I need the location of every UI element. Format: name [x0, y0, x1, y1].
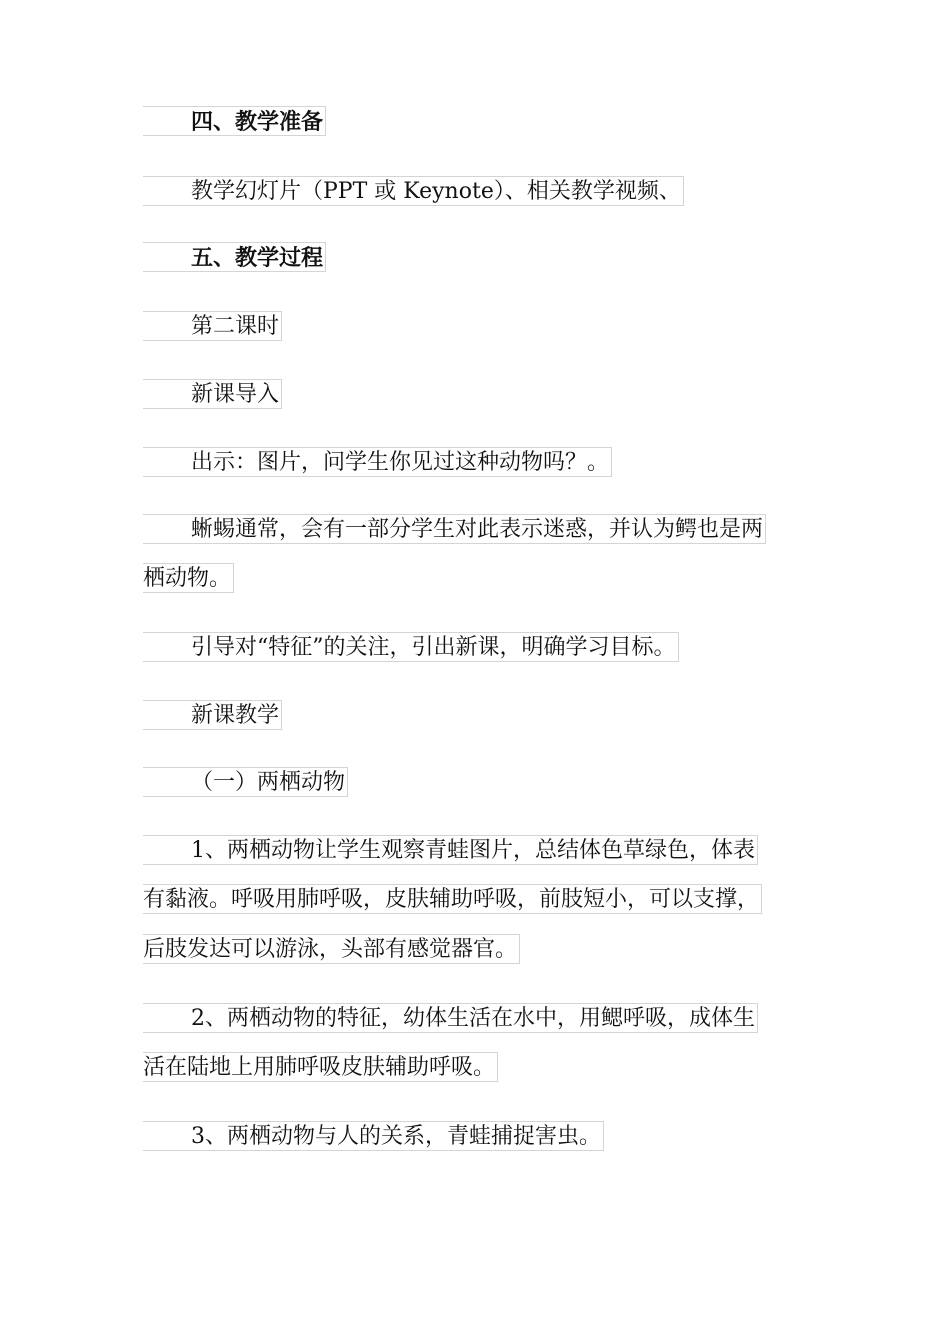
point-1-text-3: 后肢发达可以游泳，头部有感觉器官。 [143, 937, 518, 962]
intro-lizard-line-1 [143, 514, 766, 544]
teach-label [143, 700, 282, 730]
point-2-line-1 [143, 1003, 758, 1033]
point-1-text-1: 1、两栖动物让学生观察青蛙图片，总结体色草绿色，体表 [191, 838, 755, 863]
subsection-1-heading-text: （一）两栖动物 [191, 770, 346, 795]
teach-label-text: 新课教学 [191, 703, 280, 728]
point-2-line-2 [143, 1052, 498, 1082]
lesson-label [143, 311, 282, 341]
point-3-line-1 [143, 1121, 604, 1151]
intro-label [143, 379, 282, 409]
intro-guide-text: 引导对“特征”的关注，引出新课，明确学习目标。 [191, 635, 676, 660]
point-2-text-2: 活在陆地上用肺呼吸皮肤辅助呼吸。 [143, 1055, 496, 1080]
section-5-heading [143, 242, 326, 272]
intro-lizard-text-2: 栖动物。 [143, 566, 232, 591]
intro-lizard-text-1: 蜥蜴通常，会有一部分学生对此表示迷惑，并认为鳄也是两 [191, 517, 764, 542]
section-4-heading-text: 四、教学准备 [191, 109, 324, 135]
point-2-text-1: 2、两栖动物的特征，幼体生活在水中，用鳃呼吸，成体生 [191, 1006, 755, 1031]
point-1-line-2 [143, 884, 762, 914]
point-1-line-1 [143, 835, 758, 865]
section-5-heading-text: 五、教学过程 [191, 245, 324, 271]
intro-lizard-line-2 [143, 563, 234, 593]
point-1-line-3 [143, 934, 520, 964]
lesson-label-text: 第二课时 [191, 314, 280, 339]
point-1-text-2: 有黏液。呼吸用肺呼吸，皮肤辅助呼吸，前肢短小，可以支撑， [143, 887, 760, 912]
subsection-1-heading [143, 767, 348, 797]
intro-label-text: 新课导入 [191, 382, 280, 407]
intro-show-paragraph [143, 447, 612, 477]
intro-show-text: 出示：图片，问学生你见过这种动物吗？。 [191, 450, 610, 475]
point-3-text-1: 3、两栖动物与人的关系，青蛙捕捉害虫。 [191, 1124, 601, 1149]
section-4-paragraph-text: 教学幻灯片（PPT 或 Keynote）、相关教学视频、 [191, 179, 681, 204]
section-4-paragraph [143, 176, 684, 206]
section-4-heading [143, 106, 326, 136]
intro-guide-paragraph [143, 632, 679, 662]
